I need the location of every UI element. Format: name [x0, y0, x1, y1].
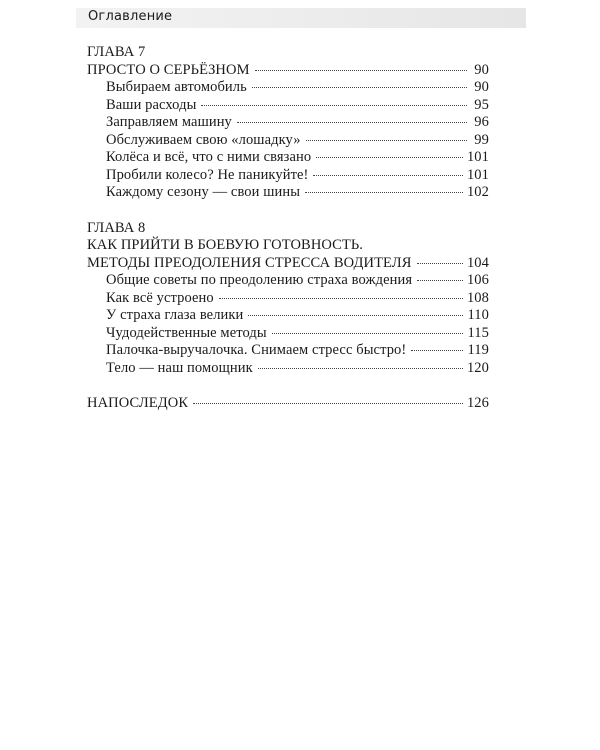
toc-entry[interactable] [87, 184, 489, 202]
dot-leader [248, 315, 463, 316]
running-header-title: Оглавление [88, 9, 173, 24]
toc-entry-title: Выбираем автомобиль [106, 79, 247, 95]
toc-entry-title: Каждому сезону — свои шины [106, 184, 301, 200]
toc-entry-title: Пробили колесо? Не паникуйте! [106, 166, 309, 183]
toc-entry-page: 119 [467, 342, 489, 358]
chapter-7-title-entry[interactable] [87, 62, 489, 80]
dot-leader [417, 263, 463, 264]
toc-entry-page: 102 [466, 184, 489, 200]
toc-entry[interactable] [87, 272, 489, 290]
chapter-8-title-line-1: КАК ПРИЙТИ В БОЕВУЮ ГОТОВНОСТЬ. [87, 237, 364, 253]
chapter-8 [87, 220, 489, 378]
toc-entry-page: 120 [466, 359, 489, 376]
chapter-7 [87, 44, 489, 202]
toc-entry[interactable] [87, 79, 489, 97]
toc-entry[interactable] [87, 132, 489, 150]
dot-leader [201, 105, 467, 106]
toc-entry[interactable] [87, 290, 489, 308]
chapter-7-title: ПРОСТО О СЕРЬЁЗНОМ [87, 61, 250, 78]
chapter-7-page: 90 [474, 61, 489, 78]
toc-entry-title: У страха глаза велики [106, 307, 244, 323]
toc-entry[interactable] [87, 325, 489, 343]
toc-entry-title: Обслуживаем свою «лошадку» [106, 131, 301, 148]
toc-entry[interactable] [87, 114, 489, 132]
toc-entry-page: 101 [466, 149, 489, 165]
dot-leader [193, 403, 463, 404]
toc-entry-title: Палочка-выручалочка. Снимаем стресс быстро! [106, 342, 407, 358]
toc-entry-title: Как всё устроено [106, 289, 214, 306]
dot-leader [316, 157, 463, 158]
dot-leader [219, 298, 463, 299]
toc-entry-page: 110 [467, 307, 489, 323]
dot-leader [237, 122, 467, 123]
toc-entry[interactable] [87, 97, 489, 115]
dot-leader [411, 350, 463, 351]
chapter-7-label: ГЛАВА 7 [87, 44, 146, 60]
dot-leader [306, 140, 467, 141]
toc-entry[interactable] [87, 342, 489, 360]
toc-entry-page: 96 [474, 114, 489, 130]
toc-entry-page: 95 [474, 96, 489, 113]
afterword-title: НАПОСЛЕДОК [87, 395, 189, 411]
toc-entry-title: Чудодейственные методы [106, 324, 267, 341]
toc-entry[interactable] [87, 307, 489, 325]
toc-entry[interactable] [87, 167, 489, 185]
toc-entry-title: Общие советы по преодолению страха вождения [106, 272, 413, 288]
toc-entry-page: 99 [474, 131, 489, 148]
dot-leader [255, 70, 467, 71]
dot-leader [305, 192, 463, 193]
toc-entry-page: 108 [466, 289, 489, 306]
dot-leader [313, 175, 462, 176]
toc-entry-page: 115 [467, 324, 489, 341]
toc-entry-page: 90 [474, 79, 489, 95]
toc-entry[interactable] [87, 149, 489, 167]
dot-leader [252, 87, 467, 88]
chapter-8-page: 104 [466, 254, 489, 271]
chapter-8-title-entry[interactable] [87, 255, 489, 273]
chapter-8-label: ГЛАВА 8 [87, 219, 146, 236]
toc-entry-page: 106 [466, 272, 489, 288]
toc-entry-title: Заправляем машину [106, 114, 232, 130]
dot-leader [272, 333, 464, 334]
dot-leader [258, 368, 463, 369]
toc-entry-title: Ваши расходы [106, 96, 197, 113]
chapter-8-title-line-2: МЕТОДЫ ПРЕОДОЛЕНИЯ СТРЕССА ВОДИТЕЛЯ [87, 254, 412, 271]
toc-entry-title: Тело — наш помощник [106, 359, 253, 376]
afterword-page: 126 [466, 395, 489, 411]
toc-entry-page: 101 [466, 166, 489, 183]
toc-entry-title: Колёса и всё, что с ними связано [106, 149, 312, 165]
afterword-entry[interactable] [87, 395, 489, 413]
dot-leader [417, 280, 463, 281]
toc-entry[interactable] [87, 360, 489, 378]
table-of-contents [87, 44, 489, 413]
